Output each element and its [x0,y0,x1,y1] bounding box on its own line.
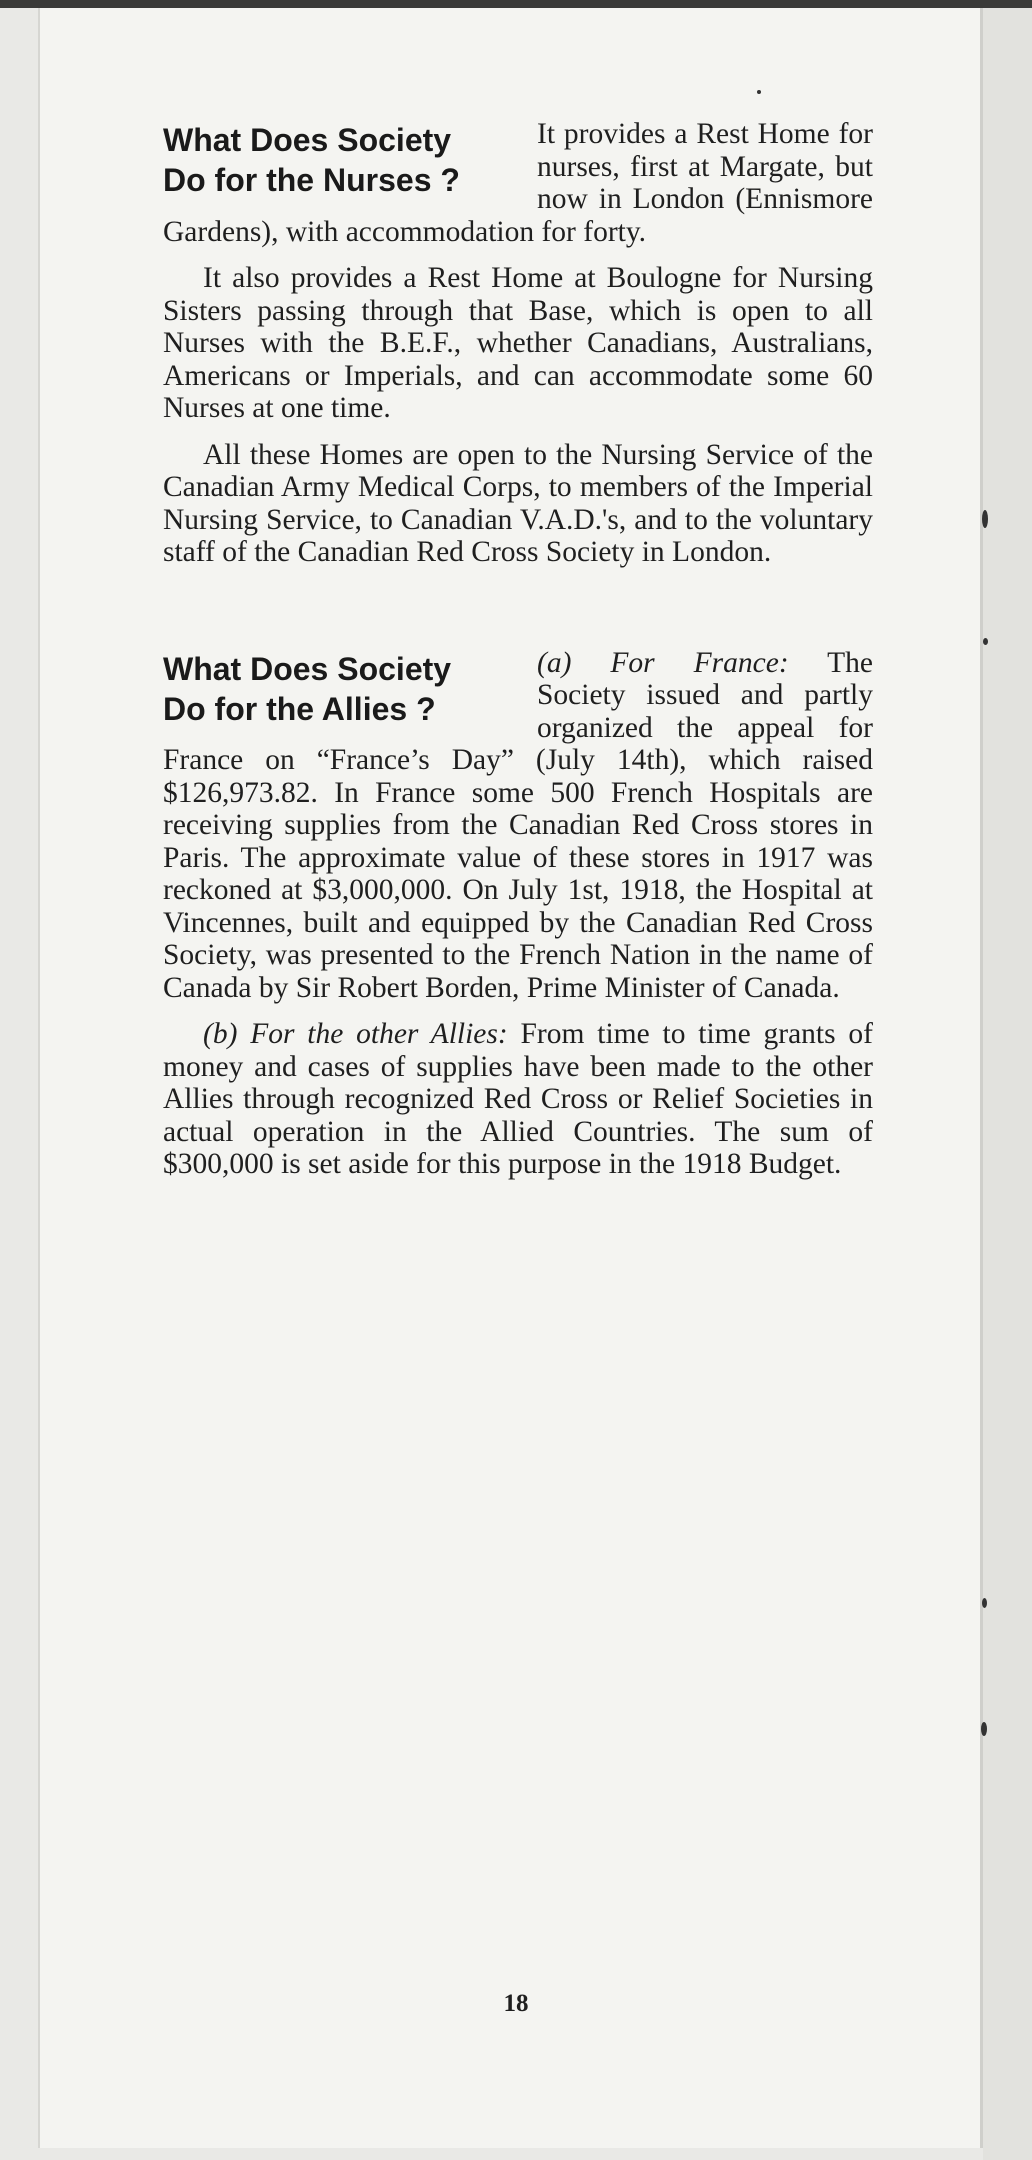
scan-speck [981,1722,987,1736]
scan-speck [983,638,988,645]
heading-line: What Does Society [163,650,452,687]
scan-top-edge [0,0,1032,8]
scan-speck [982,510,988,528]
paragraph: It also provides a Rest Home at Boulogne for Nursing Sisters passing through that Base, which is open to all Nurses with the B.E.F., whether Canadians, Australians, Americans or Imperials, and can accommodate some 60 Nurses at one time. [163,262,873,424]
paragraph [163,1018,873,1181]
scan-speck [982,1598,987,1608]
scan-right-margin [983,8,1032,2160]
subsection-label: (a) For France: [537,646,789,679]
heading-line: What Does Society [163,122,452,158]
scan-speck [757,90,761,94]
section-heading-nurses [163,120,523,200]
paragraph: It provides a Rest Home for nurses, first at Margate, but now in London (Ennismore Gardens), with accommodation for forty. [163,118,873,248]
page-content [163,118,873,1181]
heading-line: Do for the Nurses ? [163,162,460,198]
section-nurses [163,118,873,569]
heading-line: Do for the Allies ? [163,690,436,727]
section-allies [163,647,873,1181]
paragraph-text: From time to time grants of money and cases of supplies have been made to the other Allies through recognized Red Cross or Relief Societies in actual operation in the Allied Countries. The sum of $300,000 is set aside for this purpose in the 1918 Budget. [163,1018,873,1180]
subsection-label: (b) For the other Allies: [203,1018,508,1050]
paragraph: All these Homes are open to the Nursing Service of the Canadian Army Medical Corps, to members of the Imperial Nursing Service, to Canadian V.A.D.'s, and to the voluntary staff of the Canadian Red Cross Society in London. [163,438,873,568]
paragraph-text: The Society issued and partly organized the appeal for France on “France’s Day” (July 14th), which raised $126,973.82. In France some 500 French Hospitals are receiving supplies from the Canadian Red Cross stores in Paris. The approximate value of these stores in 1917 was reckoned at $3,000,000. On July 1st, 1918, the Hospital at Vincennes, built and equipped by the Canadian Red Cross Society, was presented to the French Nation in the name of Canada by Sir Robert Borden, Prime Minister of Canada. [163,646,873,1004]
section-heading-allies [163,649,523,729]
page-number: 18 [503,1990,529,2017]
